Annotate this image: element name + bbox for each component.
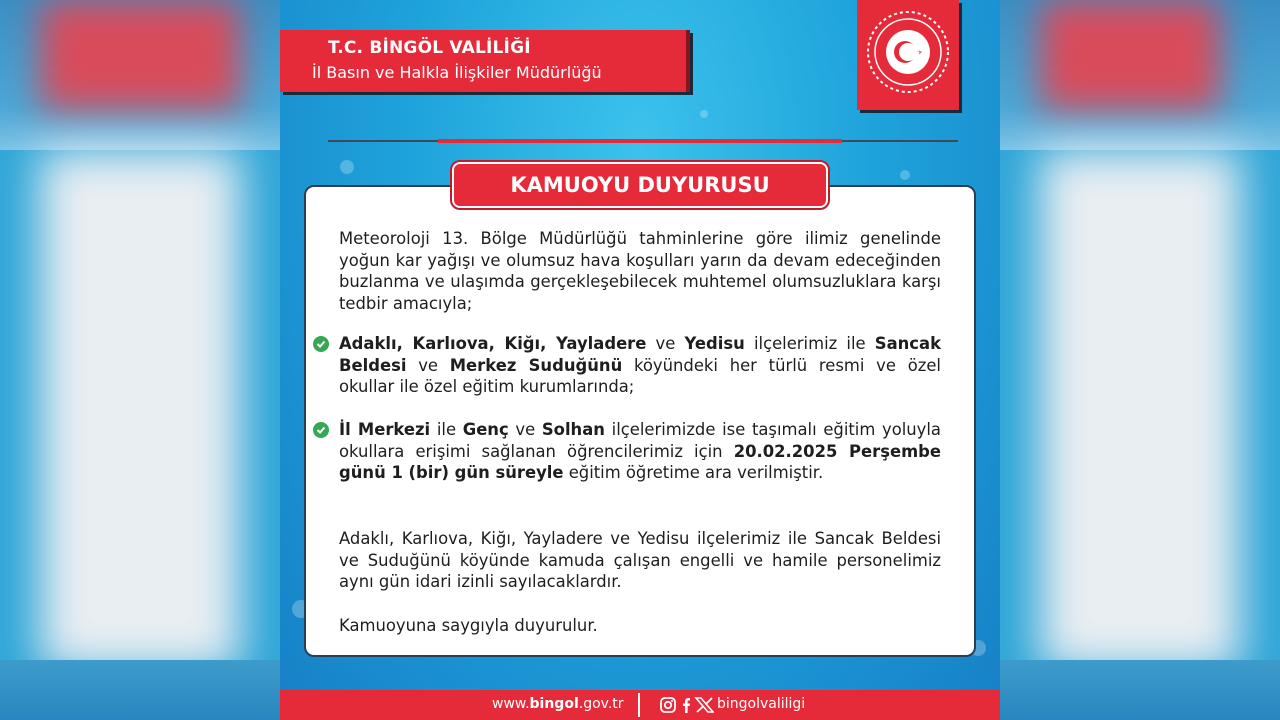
snow-dot [340, 160, 354, 174]
administrative-leave-paragraph: Adaklı, Karlıova, Kiğı, Yayladere ve Yedisu ilçelerimiz ile Sancak Beldesi ve Suduğünü köyünde kamuda çalışan engelli ve hamile personelimiz aynı gün idari izinli sayılacaklardır. [339, 529, 941, 591]
intro-paragraph: Meteoroloji 13. Bölge Müdürlüğü tahminlerine göre ilimiz genelinde yoğun kar yağışı ve olumsuz hava koşulları yarın da devam edeceğinden buzlanma ve ulaşımda gerçekleşebilecek muhtemel olumsuzluklara karşı tedbir amacıyla; [339, 229, 941, 313]
website-link[interactable]: www.bingol.gov.tr [492, 696, 624, 712]
check-icon [313, 336, 329, 352]
header-banner [280, 30, 690, 92]
backdrop-red-right [1040, 0, 1220, 110]
social-handle[interactable]: bingolvaliligi [717, 696, 806, 712]
header-divider-accent [438, 139, 842, 143]
footer-separator [638, 693, 640, 717]
facebook-icon[interactable] [683, 698, 690, 713]
footer-bar [280, 690, 1000, 720]
department-subtitle: İl Basın ve Halkla İlişkiler Müdürlüğü [312, 63, 602, 82]
transport-education-item: İl Merkezi ile Genç ve Solhan ilçelerimizde ise taşımalı eğitim yoluyla okullara erişimi sağlanan öğrencilerimiz için 20.02.2025 Perşembe günü 1 (bir) gün süreyle eğitim öğretime ara verilmiştir. [339, 420, 941, 482]
x-icon[interactable] [696, 698, 713, 712]
schools-closure-item: Adaklı, Karlıova, Kiğı, Yayladere ve Yedisu ilçelerimiz ile Sancak Beldesi ve Merkez Suduğünü köyündeki her türlü resmi ve özel okullar ile özel eğitim kurumlarında; [339, 334, 941, 396]
backdrop-red-left [40, 0, 240, 110]
closing-text: Kamuoyuna saygıyla duyurulur. [339, 616, 598, 635]
emblem-box [857, 0, 959, 110]
snow-dot [700, 110, 708, 118]
governorship-title: T.C. BİNGÖL VALİLİĞİ [328, 38, 531, 58]
check-icon [313, 422, 329, 438]
backdrop-white-left [40, 150, 240, 670]
turkish-emblem-icon [864, 8, 952, 96]
announcement-poster [280, 0, 1000, 720]
social-icons [660, 697, 714, 717]
snow-dot [900, 170, 910, 180]
announcement-title: KAMUOYU DUYURUSU [452, 162, 828, 208]
backdrop-white-right [1040, 150, 1240, 670]
instagram-icon[interactable] [661, 698, 675, 712]
